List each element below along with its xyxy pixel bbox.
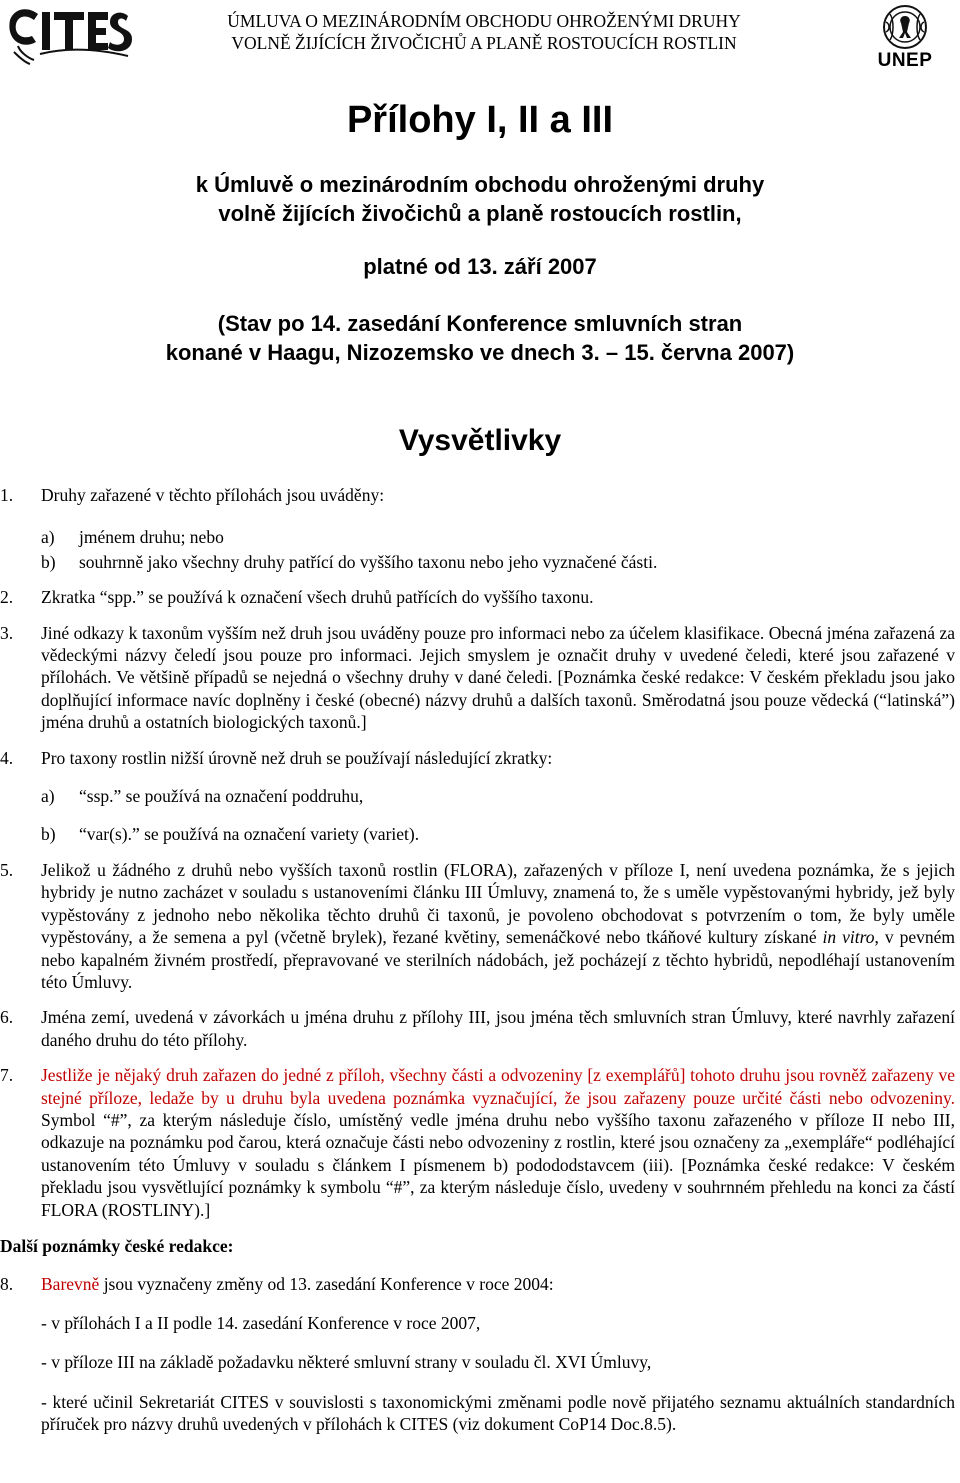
note-text: Pro taxony rostlin nižší úrovně než druh se používají následující zkratky: [41,747,553,768]
note-text-part: Jelikož u žádného z druhů nebo vyšších taxonů rostlin (FLORA), zařazených v příloze I, není uvedena poznámka, že s jejich hybridy je nutno zacházet v souladu s ustanoveními článku III Úmluvy, znamená to, že s uměle vypěstovanými hybridy, jež byly vypěstovány z jednoho nebo několika těchto druhů či taxonů, je povoleno obchodovat s potvrzením o tom, že byly uměle vypěstovány, a že semena a pyl (včetně brylek), řezané květiny, semenáčkové nebo tkáňové kultury získané [41,859,955,948]
note-number: 7. [0,1065,14,1086]
note-text: Zkratka “spp.” se používá k označení všech druhů patřících do vyššího taxonu. [41,587,594,608]
subtitle-block [0,170,960,228]
note-text: Druhy zařazené v těchto přílohách jsou uváděny: [41,485,385,505]
note-text: Jména zemí, uvedená v závorkách u jména druhu z přílohy III, jsou jména těch smluvních stran Úmluvy, které navrhly zařazení daného druhu do této přílohy. [41,1007,955,1050]
note-number: 8. [0,1274,14,1295]
note-item [0,1273,955,1295]
note-subitem [41,785,955,807]
status-line-1: (Stav po 14. zasedání Konference smluvních stran [217,311,743,336]
unep-logo [870,2,940,74]
note-text [41,1273,955,1295]
note-number: 5. [0,859,14,880]
note-item [0,747,955,769]
subitem-letter: b) [41,824,56,845]
section-title: Vysvětlivky [398,424,562,457]
status-line-2: konané v Haagu, Nizozemsko ve dnech 3. – 15. června 2007) [165,340,795,365]
explanatory-notes [0,484,955,1435]
note-number: 6. [0,1007,14,1028]
note-text-changed: Barevně [41,1274,100,1295]
unep-logo-text: UNEP [877,50,933,71]
note-text [41,1064,955,1221]
note-item [0,859,955,993]
note-item [0,1006,955,1051]
convention-header [194,10,774,54]
note-text-italic: in vitro [822,927,875,948]
note-text-part: , v pevném nebo kapalném živném prostředí, přepravované ve sterilních nádobách, jež pocházejí z těchto hybridů, nepodléhají ustanovením této Úmluvy. [41,927,955,992]
subitem-letter: a) [41,527,55,548]
note-number: 1. [0,485,14,505]
note-subitem [41,551,955,573]
subtitle-line-2: volně žijících živočichů a planě rostoucích rostlin, [218,201,742,226]
subitem-letter: a) [41,786,55,807]
subitem-text: jménem druhu; nebo [79,527,224,548]
note-item [0,586,955,608]
page-title: Přílohy I, II a III [346,99,614,141]
status-block [0,309,960,367]
subitem-text: “ssp.” se používá na označení poddruhu, [79,786,364,807]
header-line-2: VOLNĚ ŽIJÍCÍCH ŽIVOČICHŮ A PLANĚ ROSTOUCÍCH ROSTLIN [231,33,737,53]
change-list-item: - v přílohách I a II podle 14. zasedání Konference v roce 2007, [41,1312,481,1333]
note-subitem [41,526,955,548]
further-notes-heading: Další poznámky české redakce: [0,1235,234,1256]
note-number: 4. [0,747,14,768]
note-text-part: jsou vyznačeny změny od 13. zasedání Konference v roce 2004: [99,1274,554,1295]
note-item [0,1064,955,1221]
note-number: 3. [0,622,14,643]
subtitle-line-1: k Úmluvě o mezinárodním obchodu ohroženými druhy [195,172,765,197]
note-text [41,859,955,993]
subitem-text: souhrnně jako všechny druhy patřící do vyššího taxonu nebo jeho vyznačené části. [79,551,658,572]
change-list-item: - v příloze III na základě požadavku některé smluvní strany v souladu čl. XVI Úmluvy, [41,1352,652,1373]
note-subitem [41,823,955,845]
note-text: Jiné odkazy k taxonům vyšším než druh jsou uváděny pouze pro informaci nebo za účelem klasifikace. Obecná jména zařazená za vědeckými názvy čeledí jsou pouze pro informaci. Jejich smyslem je označit druhy v uvedené čeledi, které jsou zařazené v přílohách. Ve většině případů se nejedná o všechny druhy v dané čeledi. [Poznámka české redakce: V českém překladu jsou jako doplňující informace navíc doplněny i české (obecné) názvy druhů a dalších taxonů. Směrodatná jsou pouze vědecká (“latinská”) jména druhů a ostatních biologických taxonů.] [41,622,955,733]
header-line-1: ÚMLUVA O MEZINÁRODNÍM OBCHODU OHROŽENÝMI DRUHY [227,11,741,31]
note-number: 2. [0,587,14,608]
subitem-text: “var(s).” se používá na označení variety (variet). [79,824,420,845]
note-item [0,484,955,506]
note-text-part: Symbol “#”, za kterým následuje číslo, umístěný vedle jména druhu nebo vyššího taxonu zařazeného v příloze II nebo III, odkazuje na poznámku pod čarou, která označuje části nebo odvozeniny z rostlin, které jsou označeny za „exempláře“ podléhající ustanovením této Úmluvy v souladu s článkem I písmenem b) podododstavcem (iii). [Poznámka české redakce: V českém překladu jsou vysvětlující poznámky k symbolu “#”, za kterým následuje číslo, uvedeny v souhrnném přehledu na konci za částí FLORA (ROSTLINY).] [41,1109,955,1220]
validity-date: platné od 13. září 2007 [363,254,597,279]
note-text-changed: Jestliže je nějaký druh zařazen do jedné z příloh, všechny části a odvozeniny [z exemplářů] tohoto druhu jsou rovněž zařazeny ve stejné příloze, ledaže by u druhu byla uvedena poznámka vyznačující, že jsou zařazeny pouze určité části nebo odvozeniny. [41,1065,955,1108]
change-list-item: - které učinil Sekretariát CITES v souvislosti s taxonomickými změnami podle nově přijatého seznamu aktuálních standardních příruček pro názvy druhů uvedených v přílohách k CITES (viz dokument CoP14 Doc.8.5). [41,1391,955,1434]
note-item [0,622,955,734]
cites-logo [4,2,132,66]
subitem-letter: b) [41,551,56,572]
